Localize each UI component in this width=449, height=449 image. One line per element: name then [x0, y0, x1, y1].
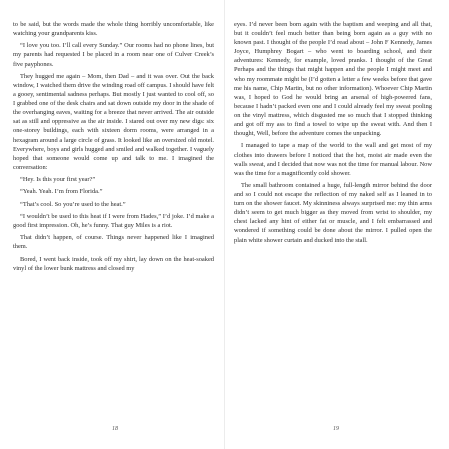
left-page — [0, 0, 224, 449]
page-number: 19 — [333, 426, 339, 432]
paragraph: I managed to tape a map of the world to the wall and get most of my clothes into drawers before I noticed that the hot, moist air made even the walls sweat, and I decided that now was not the time for manual labour. Now was the time for a magnificently cold shower. — [234, 142, 432, 177]
paragraph: “I love you too. I’ll call every Sunday.” Our rooms had no phone lines, but my parents had requested I be placed in a room near one of Culver Creek’s five payphones. — [13, 42, 214, 68]
paragraph: Bored, I went back inside, took off my shirt, lay down on the heat-soaked vinyl of the lower bunk mattress and closed my — [13, 255, 214, 272]
paragraph: They hugged me again – Mom, then Dad – and it was over. Out the back window, I watched them drive the winding road off campus. I should have felt a gooey, sentimental sadness perhaps. But mostly I just wanted to cool off, so I grabbed one of the desk chairs and sat down outside my door in the shade of the overhanging eaves, waiting for a breeze that never arrived. The air outside sat as still and oppressive as the air inside. I stared out over my new digs: six one-storey buildings, each with sixteen dorm rooms, were arranged in a hexagram around a large circle of grass. It looked like an oversized old motel. Everywhere, boys and girls hugged and smiled and walked together. I vaguely hoped that someone would come up and talk to me. I imagined the conversation: — [13, 72, 214, 171]
paragraph: to be said, but the words made the whole thing horribly uncomfortable, like watching your grandparents kiss. — [13, 21, 214, 38]
paragraph: That didn’t happen, of course. Things never happened like I imagined them. — [13, 234, 214, 251]
paragraph: eyes. I’d never been born again with the baptism and weeping and all that, but it couldn’t feel much better than being born again as a guy with no known past. I thought of the people I’d read about – John F Kennedy, James Joyce, Humphrey Bogart – who went to boarding school, and their adventures: Kennedy, for example, loved pranks. I thought of the Great Perhaps and the things that might happen and the people I might meet and who my roommate might be (I’d gotten a letter a few weeks before that gave me his name, Chip Martin, but no other information). Whoever Chip Martin was, I hoped to God he would bring an arsenal of high-powered fans, because I hadn’t packed even one and I could already feel my sweat pooling on the vinyl mattress, which disgusted me so much that I stopped thinking and got off my ass to find a towel to wipe up the sweat with. And then I thought, Well, before the adventure comes the unpacking. — [234, 21, 432, 138]
paragraph: “I wouldn’t be used to this heat if I were from Hades,” I’d joke. I’d make a good first impression. Oh, he’s funny. That guy Miles is a riot. — [13, 212, 214, 229]
right-page-text — [234, 20, 432, 245]
paragraph: “Yeah. Yeah. I’m from Florida.” — [20, 188, 103, 196]
paragraph: The small bathroom contained a huge, full-length mirror behind the door and so I could not escape the reflection of my naked self as I leaned in to turn on the shower faucet. My skinniness always surprised me: my thin arms didn’t seem to get much bigger as they moved from wrist to shoulder, my chest lacked any hint of either fat or muscle, and I felt embarrassed and wondered if something could be done about the mirror. I pulled open the plain white shower curtain and ducked into the stall. — [234, 181, 432, 244]
right-page — [224, 0, 448, 449]
paragraph: “That’s cool. So you’re used to the heat.” — [20, 200, 126, 208]
paragraph: “Hey. Is this your first year?” — [20, 176, 96, 184]
page-number: 18 — [112, 426, 118, 432]
left-page-text — [13, 20, 214, 273]
